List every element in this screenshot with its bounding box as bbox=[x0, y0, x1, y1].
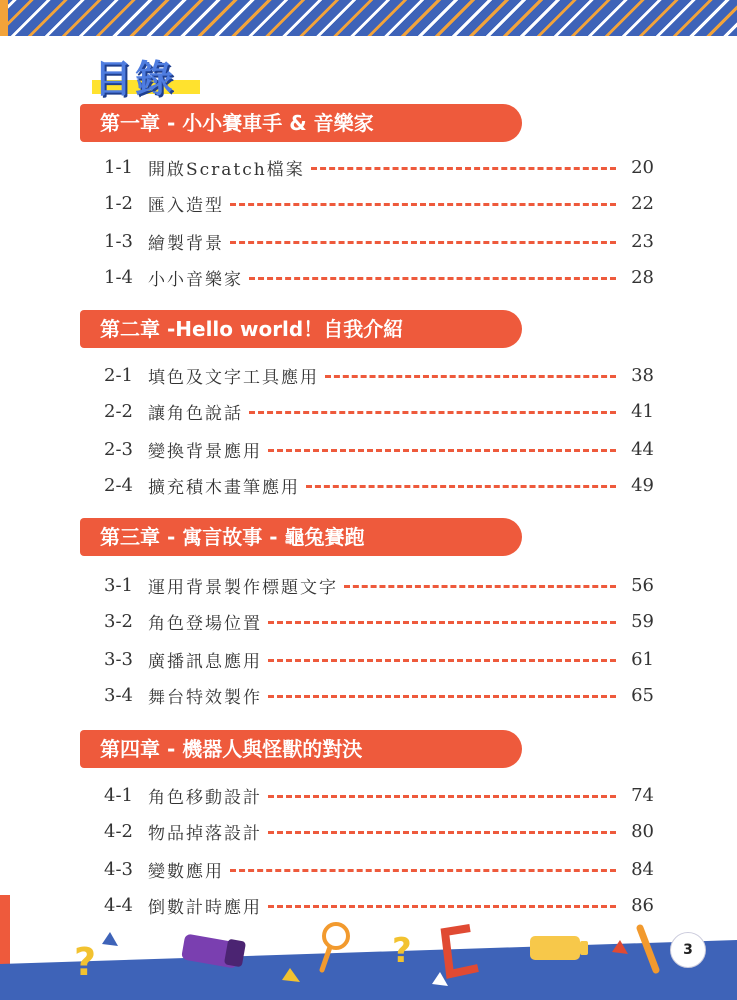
chapter-3-header[interactable] bbox=[84, 518, 522, 556]
entry-number: 4-3 bbox=[104, 858, 133, 880]
battery-icon bbox=[530, 936, 588, 960]
dotted-leader bbox=[344, 585, 616, 588]
entry-label: 物品掉落設計 bbox=[148, 823, 262, 844]
entry-page: 28 bbox=[631, 266, 654, 288]
entry-label: 填色及文字工具應用 bbox=[148, 367, 319, 388]
dotted-leader bbox=[311, 167, 616, 170]
dotted-leader bbox=[268, 695, 616, 698]
entry-page: 41 bbox=[631, 400, 654, 422]
toc-entry-2-4[interactable] bbox=[104, 472, 654, 498]
top-left-accent bbox=[0, 0, 8, 36]
entry-number: 3-2 bbox=[104, 610, 133, 632]
dotted-leader bbox=[268, 659, 616, 662]
entry-page: 86 bbox=[631, 894, 654, 916]
entry-number: 1-4 bbox=[104, 266, 133, 288]
entry-page: 49 bbox=[631, 474, 654, 496]
magnifier-icon bbox=[322, 924, 348, 970]
toc-entry-1-4[interactable] bbox=[104, 264, 654, 290]
toc-entry-3-4[interactable] bbox=[104, 682, 654, 708]
entry-label: 開啟Scratch檔案 bbox=[148, 159, 305, 180]
dotted-leader bbox=[325, 375, 616, 378]
dotted-leader bbox=[249, 411, 616, 414]
entry-number: 2-1 bbox=[104, 364, 133, 386]
chapter-1-title: 第一章 - 小小賽車手 & 音樂家 bbox=[100, 111, 374, 135]
toc-entry-4-3[interactable] bbox=[104, 856, 654, 882]
entry-label: 角色登場位置 bbox=[148, 613, 262, 634]
entry-page: 20 bbox=[631, 156, 654, 178]
page-title: 目錄 bbox=[94, 57, 177, 101]
question-mark-icon: ? bbox=[74, 940, 97, 984]
entry-page: 80 bbox=[631, 820, 654, 842]
entry-number: 4-2 bbox=[104, 820, 133, 842]
dotted-leader bbox=[268, 831, 616, 834]
entry-number: 2-3 bbox=[104, 438, 133, 460]
entry-page: 84 bbox=[631, 858, 654, 880]
toc-entry-3-3[interactable] bbox=[104, 646, 654, 672]
entry-page: 61 bbox=[631, 648, 654, 670]
toc-entry-3-1[interactable] bbox=[104, 572, 654, 598]
entry-page: 56 bbox=[631, 574, 654, 596]
entry-number: 2-2 bbox=[104, 400, 133, 422]
entry-page: 65 bbox=[631, 684, 654, 706]
entry-number: 4-4 bbox=[104, 894, 133, 916]
entry-page: 44 bbox=[631, 438, 654, 460]
entry-number: 3-1 bbox=[104, 574, 133, 596]
entry-label: 廣播訊息應用 bbox=[148, 651, 262, 672]
entry-page: 59 bbox=[631, 610, 654, 632]
chapter-2-header[interactable] bbox=[84, 310, 522, 348]
entry-label: 讓角色說話 bbox=[148, 403, 243, 424]
bottom-illustration bbox=[0, 910, 737, 1000]
entry-label: 繪製背景 bbox=[148, 233, 224, 254]
toc-entry-1-1[interactable] bbox=[104, 154, 654, 180]
entry-label: 匯入造型 bbox=[148, 195, 224, 216]
dotted-leader bbox=[306, 485, 616, 488]
pencil-icon bbox=[640, 928, 656, 970]
entry-label: 舞台特效製作 bbox=[148, 687, 262, 708]
entry-label: 運用背景製作標題文字 bbox=[148, 577, 338, 598]
entry-number: 3-4 bbox=[104, 684, 133, 706]
chapter-1-header[interactable] bbox=[84, 104, 522, 142]
toc-entry-1-2[interactable] bbox=[104, 190, 654, 216]
entry-number: 1-2 bbox=[104, 192, 133, 214]
dotted-leader bbox=[230, 869, 616, 872]
entry-label: 小小音樂家 bbox=[148, 269, 243, 290]
entry-number: 1-1 bbox=[104, 156, 133, 178]
toc-entry-2-3[interactable] bbox=[104, 436, 654, 462]
toc-entry-2-2[interactable] bbox=[104, 398, 654, 424]
dotted-leader bbox=[230, 203, 616, 206]
dotted-leader bbox=[230, 241, 616, 244]
entry-label: 倒數計時應用 bbox=[148, 897, 262, 918]
chapter-4-header[interactable] bbox=[84, 730, 522, 768]
eraser-icon bbox=[181, 933, 246, 968]
entry-label: 角色移動設計 bbox=[148, 787, 262, 808]
top-stripe-banner bbox=[0, 0, 737, 36]
toc-entry-3-2[interactable] bbox=[104, 608, 654, 634]
entry-page: 22 bbox=[631, 192, 654, 214]
dotted-leader bbox=[268, 449, 616, 452]
entry-page: 74 bbox=[631, 784, 654, 806]
toc-entry-2-1[interactable] bbox=[104, 362, 654, 388]
entry-page: 38 bbox=[631, 364, 654, 386]
dotted-leader bbox=[268, 905, 616, 908]
entry-number: 3-3 bbox=[104, 648, 133, 670]
toc-entry-1-3[interactable] bbox=[104, 228, 654, 254]
question-mark-icon: ? bbox=[392, 931, 412, 971]
chapter-3-title: 第三章 - 寓言故事 - 龜兔賽跑 bbox=[100, 525, 365, 549]
entry-label: 擴充積木畫筆應用 bbox=[148, 477, 300, 498]
entry-number: 1-3 bbox=[104, 230, 133, 252]
toc-entry-4-2[interactable] bbox=[104, 818, 654, 844]
chapter-4-title: 第四章 - 機器人與怪獸的對決 bbox=[100, 737, 363, 761]
entry-label: 變換背景應用 bbox=[148, 441, 262, 462]
entry-page: 23 bbox=[631, 230, 654, 252]
dotted-leader bbox=[268, 621, 616, 624]
entry-label: 變數應用 bbox=[148, 861, 224, 882]
dotted-leader bbox=[268, 795, 616, 798]
toc-entry-4-1[interactable] bbox=[104, 782, 654, 808]
page-number: 3 bbox=[670, 932, 706, 968]
entry-number: 4-1 bbox=[104, 784, 133, 806]
chapter-2-title: 第二章 -Hello world！自我介紹 bbox=[100, 317, 404, 341]
entry-number: 2-4 bbox=[104, 474, 133, 496]
magnet-icon bbox=[445, 928, 478, 974]
dotted-leader bbox=[249, 277, 616, 280]
